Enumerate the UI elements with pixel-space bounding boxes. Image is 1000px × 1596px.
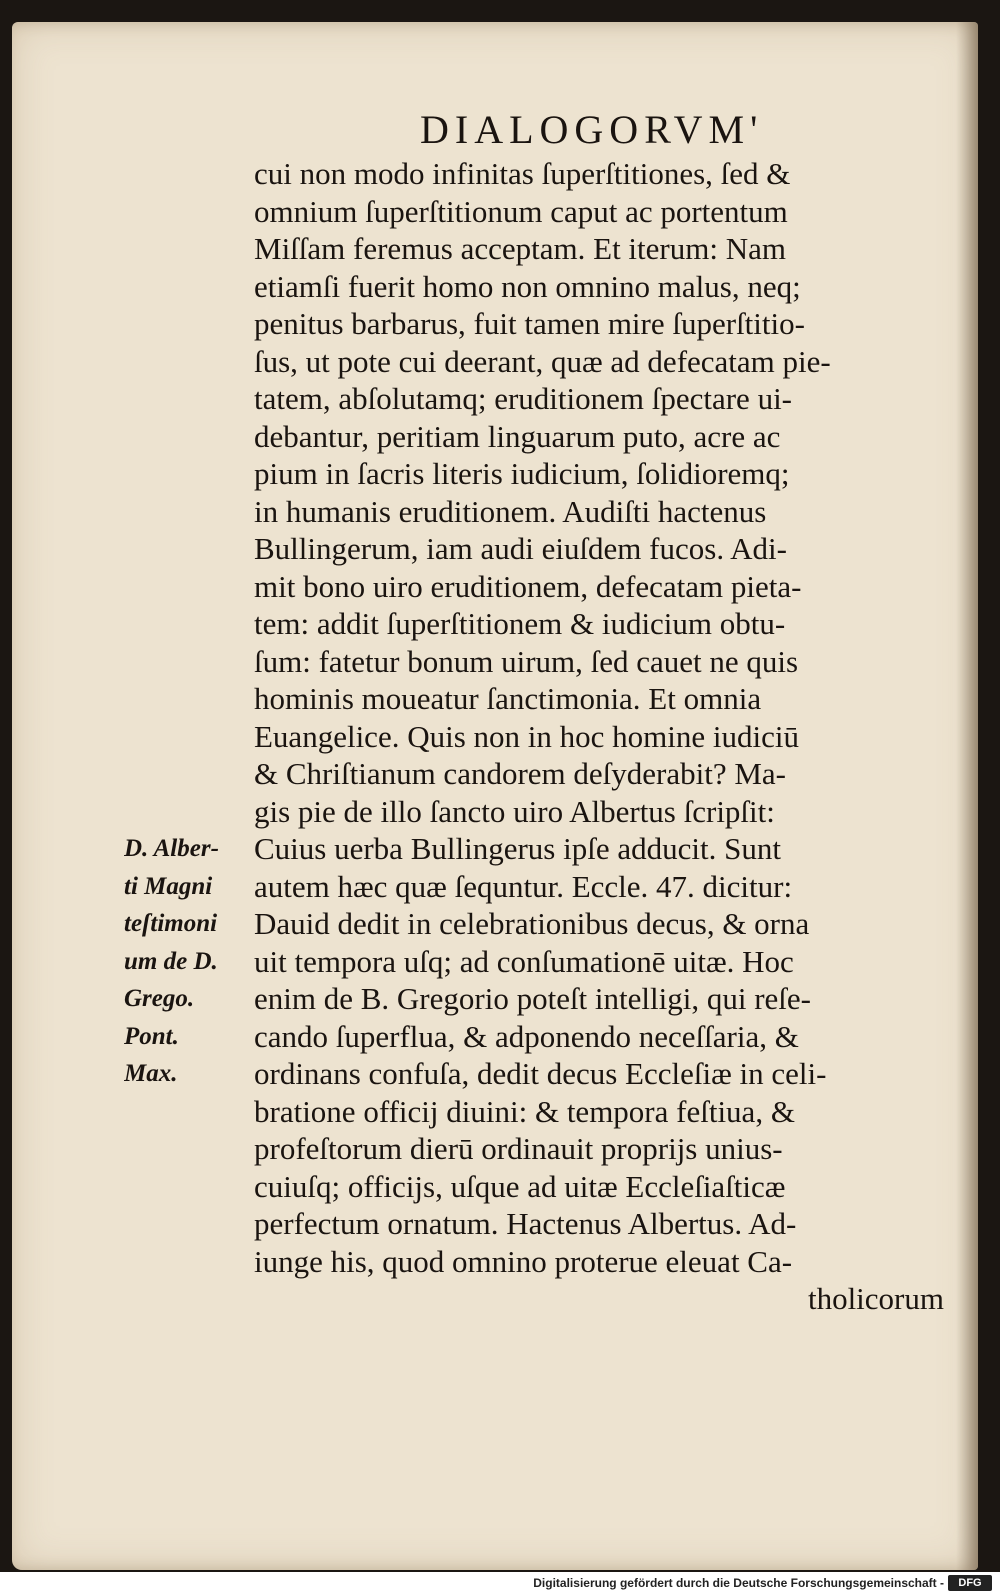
marginal-note-line: ti Magni — [124, 872, 213, 900]
text-line: omnium ſuperſtitionum caput ac portentum — [254, 193, 788, 229]
text-line: penitus barbarus, fuit tamen mire ſuperſtitio- — [254, 306, 805, 341]
book-page — [12, 22, 978, 1570]
text-line: bratione officij diuini: & tempora feſtiua, & — [254, 1093, 795, 1129]
marginal-note-line: Grego. — [124, 985, 195, 1012]
text-line: Euangelice. Quis non in hoc homine iudiciū — [254, 718, 799, 754]
marginal-note-line: um de D. — [124, 947, 218, 975]
text-line: cui non modo infinitas ſuperſtitiones, ſed & — [254, 156, 791, 191]
text-line: iunge his, quod omnino proterue eleuat Ca- — [254, 1243, 793, 1279]
text-line: Cuius uerba Bullingerus ipſe adducit. Sunt — [254, 831, 781, 866]
text-line: hominis moueatur ſanctimonia. Et omnia — [254, 681, 762, 716]
text-line: Miſſam feremus acceptam. Et iterum: Nam — [254, 231, 786, 266]
text-line: debantur, peritiam linguarum puto, acre ac — [254, 418, 781, 454]
marginal-note-line: Pont. — [124, 1022, 179, 1050]
text-line: pium in ſacris literis iudicium, ſolidioremq; — [254, 456, 790, 491]
footer-bar — [0, 1572, 1000, 1596]
marginal-note — [124, 830, 254, 1093]
text-line: mit bono uiro eruditionem, defecatam pieta- — [254, 568, 802, 604]
running-header: DIALOGORVM' — [420, 107, 764, 152]
text-line: cando ſuperflua, & adponendo neceſſaria, & — [254, 1018, 799, 1054]
text-line: gis pie de illo ſancto uiro Albertus ſcripſit: — [254, 793, 775, 829]
body-text — [254, 155, 944, 1318]
text-line: Dauid dedit in celebrationibus decus, & orna — [254, 906, 810, 941]
funding-credit: Digitalisierung gefördert durch die Deutsche Forschungsgemeinschaft - — [533, 1576, 944, 1590]
text-line: ſum: fatetur bonum uirum, ſed cauet ne quis — [254, 643, 799, 679]
text-line: perfectum ornatum. Hactenus Albertus. Ad- — [254, 1206, 797, 1241]
text-line: ordinans confuſa, dedit decus Eccleſiæ in celi- — [254, 1056, 827, 1091]
text-line: autem hæc quæ ſequntur. Eccle. 47. dicitur: — [254, 868, 793, 904]
marginal-note-line: D. Alber- — [124, 835, 219, 862]
text-line: tholicorum — [807, 1281, 944, 1316]
marginal-note-line: Max. — [124, 1060, 178, 1087]
text-line: etiamſi fuerit homo non omnino malus, neq; — [254, 268, 801, 304]
text-line: Bullingerum, iam audi eiuſdem fucos. Adi- — [254, 531, 787, 566]
text-line: profeſtorum dierū ordinauit proprijs unius- — [254, 1131, 783, 1166]
dfg-logo-icon: DFG — [948, 1575, 992, 1591]
text-line: tatem, abſolutamq; eruditionem ſpectare ui- — [254, 381, 793, 416]
text-line: enim de B. Gregorio poteſt intelligi, qui reſe- — [254, 981, 812, 1016]
text-line: & Chriſtianum candorem deſyderabit? Ma- — [254, 756, 786, 791]
text-line: uit tempora uſq; ad conſumationē uitæ. Hoc — [254, 943, 794, 979]
text-line: ſus, ut pote cui deerant, quæ ad defecatam pie- — [254, 343, 831, 379]
text-line: in humanis eruditionem. Audiſti hactenus — [254, 493, 767, 529]
text-line: tem: addit ſuperſtitionem & iudicium obtu- — [254, 606, 786, 641]
text-line: cuiuſq; officijs, uſque ad uitæ Eccleſiaſticæ — [254, 1168, 786, 1204]
marginal-note-line: teſtimoni — [124, 910, 218, 937]
